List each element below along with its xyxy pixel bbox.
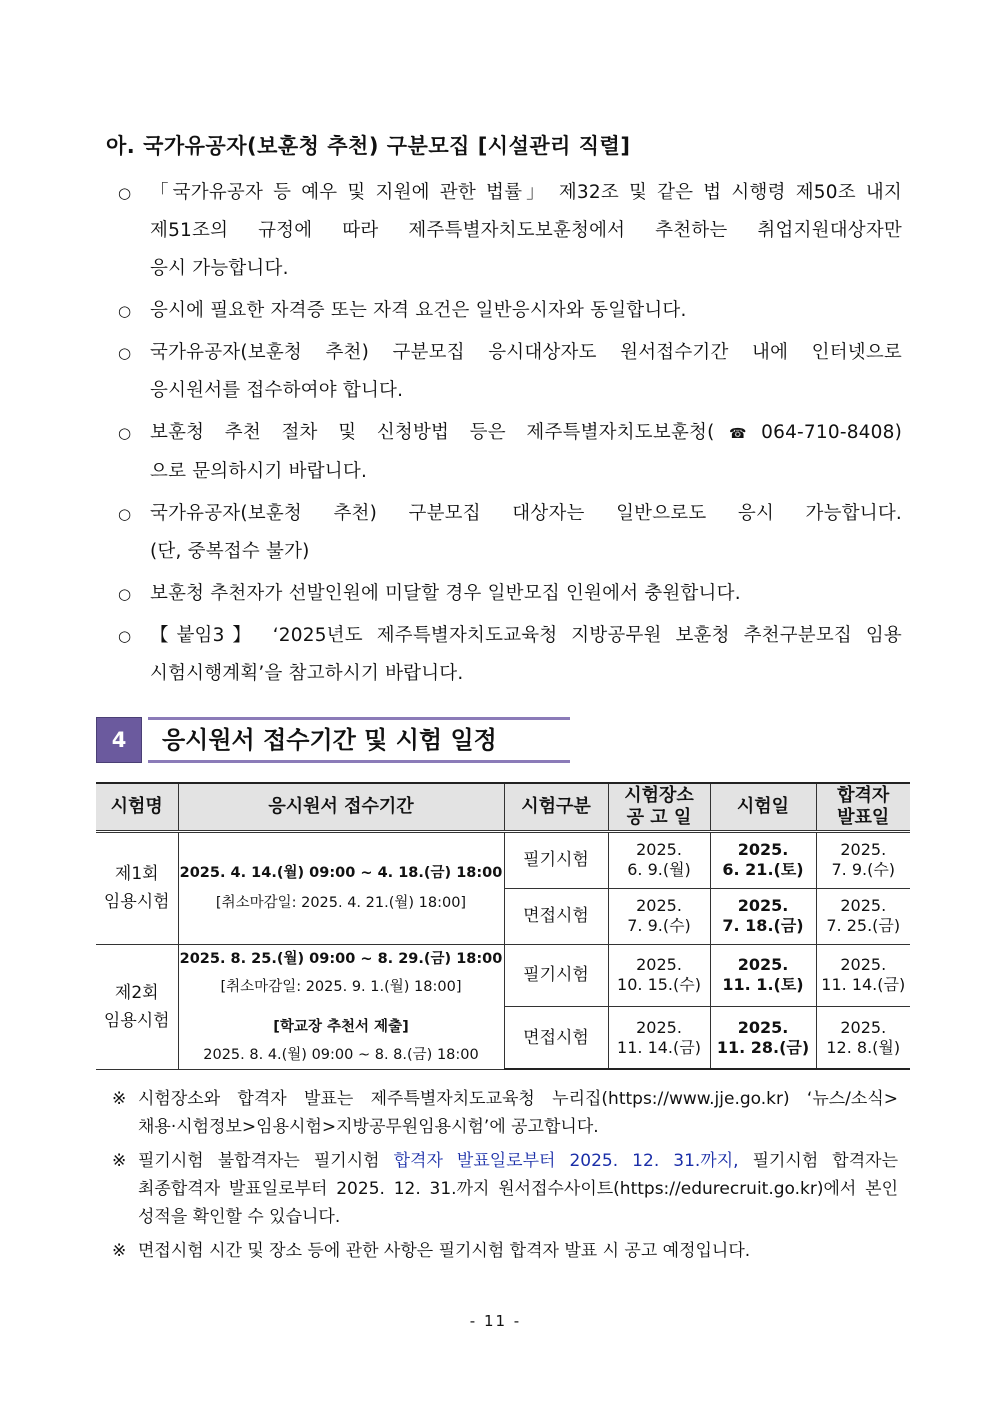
note-item [112,1085,898,1141]
year: 2025. [840,840,887,859]
subsection-heading: 아. 국가유공자(보훈청 추천) 구분모집 [시설관리 직렬] [106,134,631,158]
bullet-line: 보훈청 추천자가 선발인원에 미달할 경우 일반모집 인원에서 충원합니다. [150,583,741,604]
phone-number: 064-710-8408) [761,422,902,443]
header-venue-notice [608,783,710,831]
note-text: 필기시험 합격자는 [738,1151,898,1171]
bullet-line: 으로 문의하시기 바랍니다. [150,461,368,482]
bullet-line: 국가유공자(보훈청 추천) 구분모집 대상자는 일반으로도 응시 가능합니다. [150,503,902,524]
bullet-line: 응시 가능합니다. [150,258,289,279]
round1-written-date [710,831,816,888]
note-line: 최종합격자 발표일로부터 2025. 12. 31.까지 원서접수사이트(https://edurecruit.go.kr)에서 본인 [138,1179,898,1199]
bullet-line: 응시에 필요한 자격증 또는 자격 요건은 일반응시자와 동일합니다. [150,300,687,321]
schedule-table [96,782,910,1070]
round1-period-text: 2025. 4. 14.(월) 09:00 ~ 4. 18.(금) 18:00 [179,865,503,881]
day: 12. 8.(월) [826,1037,901,1057]
bullet-item [112,495,902,571]
round1-interview-date [710,888,816,944]
day: 6. 21.(토) [722,860,804,879]
bullet-item [112,575,902,613]
reference-mark-icon: ※ [112,1089,127,1109]
section-title: 응시원서 접수기간 및 시험 일정 [148,717,570,763]
note-line [138,1147,898,1175]
round2-interview-venue [608,1007,710,1070]
section-header [96,717,570,763]
table-row [96,944,910,1007]
day: 11. 1.(토) [722,975,804,995]
bullet-item [112,174,902,288]
bullet-circle-icon: ○ [118,585,132,603]
year: 2025. [840,1017,887,1037]
bullet-circle-icon: ○ [118,184,132,202]
bullet-line: 제51조의 규정에 따라 제주특별자치도보훈청에서 추천하는 취업지원대상자만 [150,220,902,241]
day: 11. 14.(금) [617,1037,701,1057]
round1-interview-type: 면접시험 [504,888,608,944]
header-exam-name: 시험명 [96,783,178,831]
bullet-line: 국가유공자(보훈청 추천) 구분모집 응시대상자도 원서접수기간 내에 인터넷으로 [150,342,902,363]
year: 2025. [636,955,682,975]
day: 11. 28.(금) [716,1037,810,1057]
notes [112,1085,898,1271]
day: 11. 14.(금) [821,975,906,995]
note-line: 채용·시험정보>임용시험>지방공무원임용시험’에 공고합니다. [138,1117,599,1137]
round2-period-text: 2025. 8. 25.(월) 09:00 ~ 8. 29.(금) 18:00 [179,950,503,967]
bullet-text: 보훈청 추천 절차 및 신청방법 등은 제주특별자치도보훈청( [150,422,715,443]
day: 7. 18.(금) [722,916,804,935]
bullet-line: 「국가유공자 등 예우 및 지원에 관한 법률」 제32조 및 같은 법 시행령 제50조 내지 [150,182,902,203]
bullet-item [112,617,902,693]
round2-written-venue [608,944,710,1007]
note-item [112,1237,898,1265]
round1-written-type: 필기시험 [504,831,608,888]
round2-cancel-deadline: [취소마감일: 2025. 9. 1.(월) 18:00] [220,978,462,995]
bullet-line: 응시원서를 접수하여야 합니다. [150,380,404,401]
note-item [112,1147,898,1231]
round1-period [178,831,504,944]
round2-recommend-title: [학교장 추천서 제출] [273,1018,409,1035]
note-line: 성적을 확인할 수 있습니다. [138,1207,341,1227]
bullet-item [112,292,902,330]
bullet-line: 시험시행계획’을 참고하시기 바랍니다. [150,663,464,684]
day: 6. 9.(월) [627,860,691,879]
header-venue-line2: 공 고 일 [626,806,692,828]
bullet-item [112,334,902,410]
note-line: 면접시험 시간 및 장소 등에 관한 사항은 필기시험 합격자 발표 시 공고 예정입니다. [138,1241,751,1261]
day: 10. 15.(수) [617,975,701,995]
bullet-circle-icon: ○ [118,505,132,523]
bullet-item [112,414,902,491]
round1-interview-result [816,888,910,944]
section-number-badge: 4 [96,717,142,763]
year: 2025. [636,1017,682,1037]
header-result-line2: 발표일 [837,806,890,828]
round1-name-line1: 제1회 [114,864,159,884]
header-result-line1: 합격자 [837,784,890,806]
header-result-date [816,783,910,831]
bullet-line [150,414,902,453]
reference-mark-icon: ※ [112,1151,127,1171]
note-highlight: 합격자 발표일로부터 2025. 12. 31.까지, [393,1151,739,1171]
round1-name-line2: 임용시험 [103,892,170,912]
year: 2025. [636,840,682,859]
bullet-circle-icon: ○ [118,302,132,320]
round1-cancel-deadline: [취소마감일: 2025. 4. 21.(월) 18:00] [215,895,467,911]
header-exam-date: 시험일 [710,783,816,831]
round1-interview-venue [608,888,710,944]
round2-written-type: 필기시험 [504,944,608,1007]
round2-written-date [710,944,816,1007]
bullet-circle-icon: ○ [118,627,132,645]
header-exam-type: 시험구분 [504,783,608,831]
reference-mark-icon: ※ [112,1241,127,1261]
year: 2025. [840,896,887,915]
round2-name-line1: 제2회 [114,982,159,1003]
note-line: 시험장소와 합격자 발표는 제주특별자치도교육청 누리집(https://www.jje.go.kr) ‘뉴스/소식> [138,1089,898,1109]
round2-name [96,944,178,1069]
round2-interview-type: 면접시험 [504,1007,608,1070]
round1-written-result [816,831,910,888]
year: 2025. [737,896,789,915]
header-application-period: 응시원서 접수기간 [178,783,504,831]
bullet-circle-icon: ○ [118,344,132,362]
round1-name [96,831,178,944]
note-text: 필기시험 불합격자는 필기시험 [138,1151,394,1171]
page-number: - 11 - [469,1312,522,1330]
day: 7. 9.(수) [627,916,691,935]
phone-icon: ☎ [714,426,762,442]
bullet-line: 【붙임3】 ‘2025년도 제주특별자치도교육청 지방공무원 보훈청 추천구분모집 임용 [150,625,902,646]
bullet-line: (단, 중복접수 불가) [150,541,310,562]
round2-name-line2: 임용시험 [103,1010,170,1031]
bullet-list [112,174,902,697]
bullet-circle-icon: ○ [118,424,132,442]
header-venue-line1: 시험장소 [624,784,694,806]
round2-written-result [816,944,910,1007]
table-row [96,831,910,888]
round2-recommend-period: 2025. 8. 4.(월) 09:00 ~ 8. 8.(금) 18:00 [203,1046,479,1063]
table-header-row [96,783,910,831]
day: 7. 9.(수) [831,860,896,879]
year: 2025. [840,955,887,975]
round1-written-venue [608,831,710,888]
round2-interview-date [710,1007,816,1070]
round2-interview-result [816,1007,910,1070]
year: 2025. [636,896,682,915]
day: 7. 25.(금) [826,916,901,935]
year: 2025. [737,840,789,859]
year: 2025. [737,955,789,975]
year: 2025. [737,1017,789,1037]
round2-period [178,944,504,1069]
